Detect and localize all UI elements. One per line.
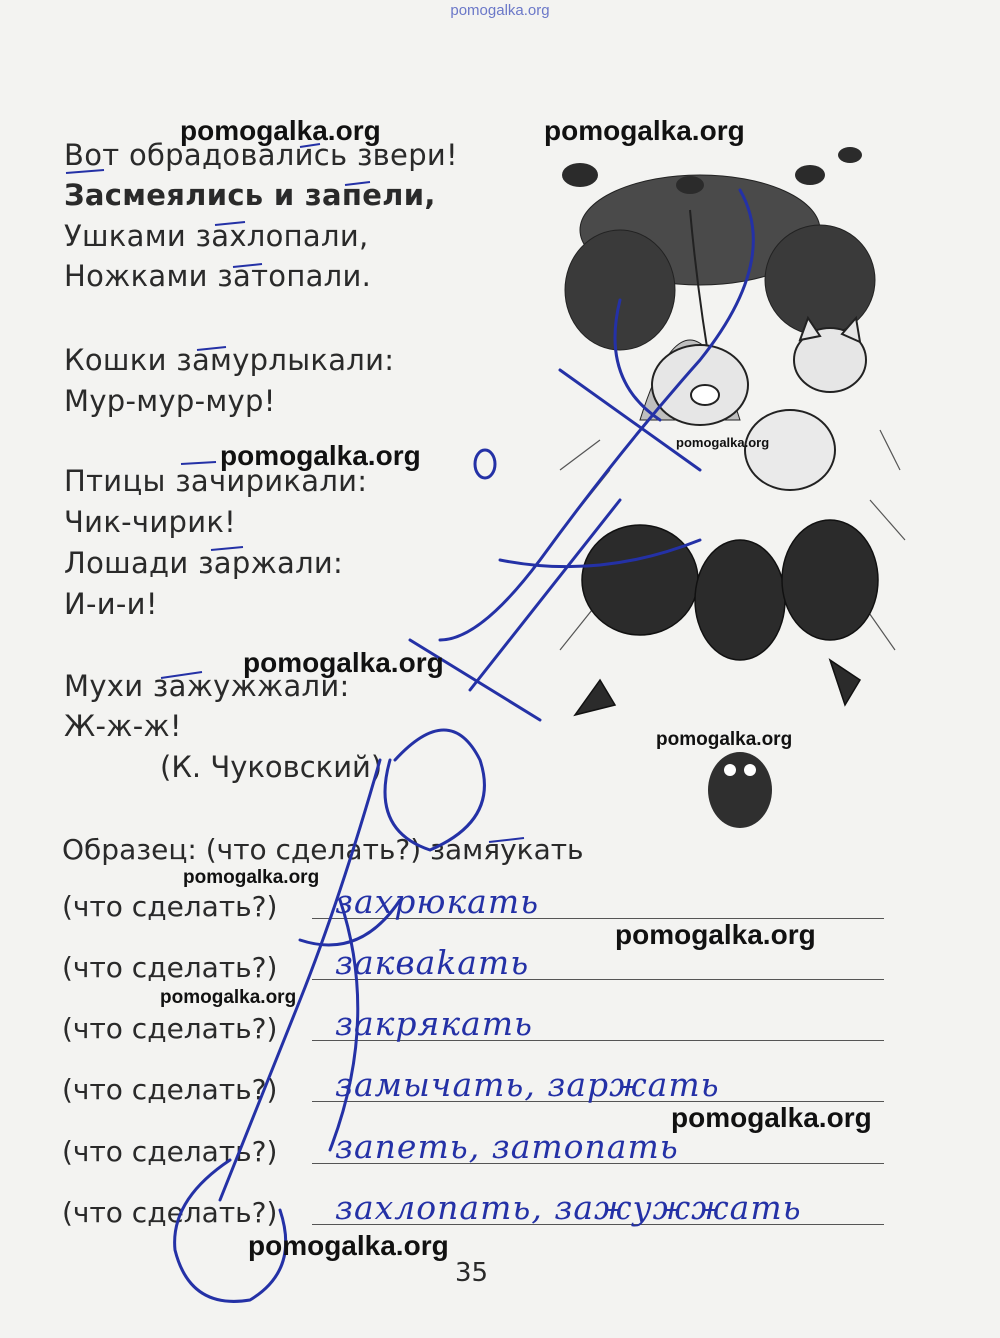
site-watermark: pomogalka.org [671, 1102, 872, 1133]
poem-line: И-и-и! [64, 587, 158, 621]
page-number: 35 [455, 1258, 489, 1288]
site-watermark: pomogalka.org [544, 115, 745, 146]
answer-prompt: (что сделать?) [62, 1073, 278, 1106]
poem-line: Мухи зажужжали: [64, 669, 350, 703]
site-watermark: pomogalka.org [248, 1230, 449, 1261]
poem-line: Птицы зачирикали: [64, 464, 368, 498]
site-watermark: pomogalka.org [220, 440, 421, 471]
handwritten-answer: захрюкать [335, 882, 540, 921]
exercise-sample: Образец: (что сделать?) замяукать [62, 833, 584, 866]
site-watermark: pomogalka.org [656, 729, 793, 750]
cat-illustration [794, 318, 866, 392]
answer-prompt: (что сделать?) [62, 951, 278, 984]
site-watermark: pomogalka.org [183, 867, 320, 888]
handwritten-answer: запеть, затопать [335, 1127, 679, 1166]
site-watermark: pomogalka.org [676, 435, 770, 450]
handwritten-answer: закваkать [335, 943, 530, 982]
poem-line: Чик-чирик! [64, 505, 237, 539]
poem-line: Кошки замурлыкали: [64, 343, 395, 377]
poem-line: Лошади заржали: [64, 546, 344, 580]
poem-line: Ножками затопали. [64, 259, 372, 293]
bird-illustration [708, 752, 772, 828]
answer-prompt: (что сделать?) [62, 1196, 278, 1229]
answer-prompt: (что сделать?) [62, 890, 278, 923]
header-watermark: pomogalka.org [450, 2, 550, 19]
handwritten-answer: захлопать, зажужжать [335, 1188, 802, 1227]
poem-line: Ж-ж-ж! [64, 709, 182, 743]
answer-prompt: (что сделать?) [62, 1135, 278, 1168]
site-watermark: pomogalka.org [615, 919, 816, 950]
site-watermark: pomogalka.org [243, 647, 444, 678]
accent-marks [66, 144, 524, 842]
site-watermark: pomogalka.org [180, 115, 381, 146]
poem-line: Ушками захлопали, [64, 219, 369, 253]
poem-line: Вот обрадовались звери! [64, 138, 458, 172]
site-watermark: pomogalka.org [160, 987, 297, 1008]
handwritten-answer: замычать, заржать [335, 1065, 720, 1104]
answer-prompt: (что сделать?) [62, 1012, 278, 1045]
poem-author: (К. Чуковский) [160, 750, 383, 784]
poem-line: Засмеялись и запели, [64, 178, 436, 212]
handwritten-answer: закрякать [335, 1004, 533, 1043]
kitten-illustration [745, 410, 835, 490]
poem-line: Мур-мур-мур! [64, 384, 276, 418]
ducks-illustration [575, 520, 878, 715]
pig-illustration [652, 345, 748, 425]
